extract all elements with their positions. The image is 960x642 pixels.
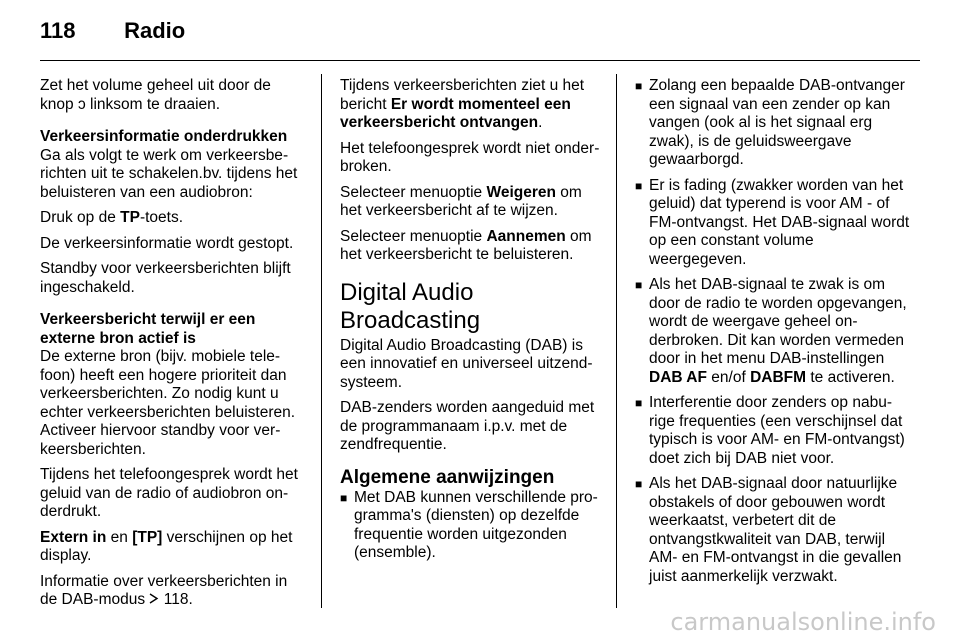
page-number: 118 — [40, 18, 76, 43]
page-title: Radio — [124, 18, 186, 43]
column-2 — [340, 77, 606, 570]
display-message: Er wordt momenteel een verkeersbericht ontvangen — [340, 95, 571, 131]
bullet-icon: ■ — [340, 490, 348, 505]
bullet-list — [635, 77, 911, 586]
section-heading: Verkeersinformatie onderdrukken — [40, 128, 288, 145]
bullet-icon: ■ — [635, 278, 643, 292]
paragraph: De verkeersinformatie wordt gestopt. — [40, 234, 294, 252]
arrow-ref-icon — [149, 591, 163, 608]
power-knob-icon: ↄ — [77, 95, 86, 113]
list-item: ■ Zolang een bepaalde DAB-ontvanger een signaal van een zender op kan vangen (ook al is het signaal erg zwak), is de geluidsweergave gewaarborgd. — [635, 77, 905, 168]
column-1 — [40, 77, 308, 617]
section-title: Digital Audio Broadcasting — [340, 278, 481, 334]
bullet-icon: ■ — [635, 79, 643, 93]
paragraph: De externe bron (bijv. mobiele telefoon) heeft een hogere prioriteit dan verkeersberichten. Zo nodig kunt u echter verkeersberichten beluisteren. Activeer hiervoor standby voor verkeersberichten. — [40, 348, 296, 458]
column-3 — [635, 77, 911, 593]
menu-option: Weigeren — [486, 183, 556, 201]
page-header — [40, 18, 185, 44]
paragraph: Het telefoongesprek wordt niet onderbroken. — [340, 139, 600, 175]
section-heading: Verkeersbericht terwijl er een externe bron actief is — [40, 311, 256, 347]
paragraph: Informatie over verkeersberichten in de DAB-modus 118. — [40, 572, 288, 608]
display-label: Extern in — [40, 528, 107, 546]
bullet-icon: ■ — [635, 396, 643, 410]
paragraph: Tijdens verkeersberichten ziet u het bericht Er wordt momenteel een verkeersbericht ontvangen. — [340, 77, 585, 131]
menu-option: Aannemen — [486, 227, 566, 245]
list-item: ■ Als het DAB-signaal te zwak is om door de radio te worden opgevangen, wordt de weergave geheel onderbroken. Dit kan worden vermeden door in het menu DAB-instellingen DAB AF en/of DABFM te activeren. — [635, 276, 907, 386]
column-divider — [321, 74, 322, 608]
paragraph: DAB-zenders worden aangeduid met de programmanaam i.p.v. met de zendfrequentie. — [340, 399, 595, 453]
paragraph: Extern in en [TP] verschijnen op het display. — [40, 528, 293, 564]
list-item: ■ Er is fading (zwakker worden van het geluid) dat typerend is voor AM - of FM-ontvangst. Het DAB-signaal wordt op een constant volume weergegeven. — [635, 176, 910, 268]
watermark: carmanualsonline.info — [670, 608, 936, 636]
paragraph: Zet het volume geheel uit door de knop ↄ linksom te draaien. — [40, 77, 271, 113]
page-reference[interactable]: 118. — [163, 591, 193, 608]
column-divider — [616, 74, 617, 608]
list-item: ■ Interferentie door zenders op naburige frequenties (een verschijnsel dat typisch is voor AM- en FM-ontvangst) doet zich bij DAB niet voor. — [635, 394, 905, 467]
key-label: TP — [120, 209, 140, 226]
bullet-icon: ■ — [635, 178, 643, 193]
paragraph: Selecteer menuoptie Weigeren om het verkeersbericht af te wijzen. — [340, 183, 582, 219]
list-item: ■ Als het DAB-signaal door natuurlijke obstakels of door gebouwen wordt weerkaatst, verbetert dit de ontvangstkwaliteit van DAB, terwijl AM- en FM-ontvangst in die gevallen juist aanmerkelijk verzwakt. — [635, 475, 902, 585]
paragraph: Standby voor verkeersberichten blijft ingeschakeld. — [40, 260, 291, 296]
paragraph: Selecteer menuoptie Aannemen om het verkeersbericht te beluisteren. — [340, 227, 592, 263]
paragraph: Digital Audio Broadcasting (DAB) is een innovatief en universeel uitzendsysteem. — [340, 336, 593, 391]
bullet-list — [340, 489, 606, 563]
paragraph: Druk op de TP-toets. — [40, 209, 184, 226]
bullet-icon: ■ — [635, 477, 643, 491]
menu-option: DABFM — [750, 368, 807, 386]
header-rule — [40, 60, 920, 61]
menu-option: DAB AF — [649, 368, 707, 386]
subsection-title: Algemene aanwijzingen — [340, 466, 555, 488]
paragraph: Tijdens het telefoongesprek wordt het geluid van de radio of audiobron onderdrukt. — [40, 466, 298, 520]
list-item: ■ Met DAB kunnen verschillende programma's (diensten) op dezelfde frequentie worden uitgezonden (ensemble). — [340, 488, 598, 561]
display-label: [TP] — [132, 528, 163, 546]
paragraph: Ga als volgt te werk om verkeersberichten uit te schakelen.bv. tijdens het beluisteren van een audiobron: — [40, 146, 298, 201]
